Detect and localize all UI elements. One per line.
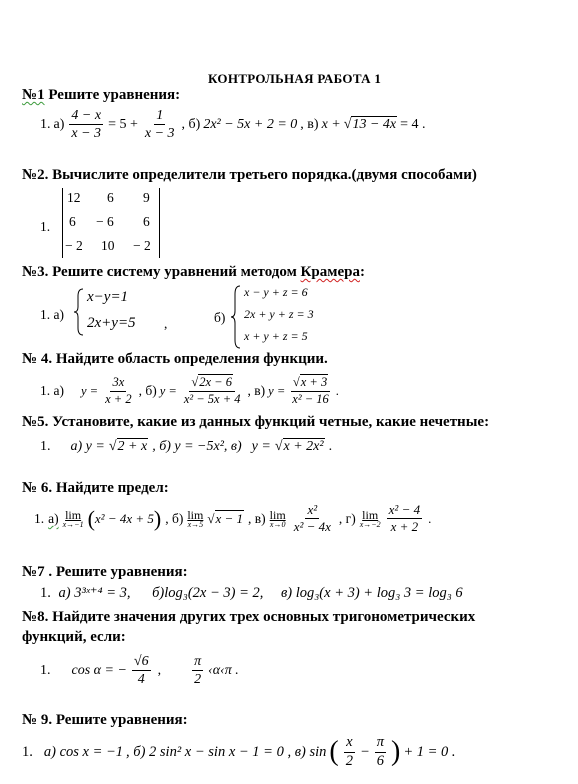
lim: lim	[187, 507, 204, 522]
numerator: π	[375, 735, 386, 753]
system-a-eq2: 2x+y=5	[87, 315, 136, 331]
problem-6-v-label: , в)	[248, 510, 266, 526]
problem-8-heading-line2: функций, если:	[22, 629, 126, 645]
problem-9-index: 1.	[22, 743, 33, 760]
problem-1-heading	[22, 87, 180, 104]
numerator: x²	[305, 503, 319, 519]
denominator: 4	[137, 672, 145, 688]
numerator: x	[344, 735, 354, 753]
period: .	[428, 510, 432, 526]
problem-6-b-label: , б)	[165, 510, 184, 526]
problem-6-heading: № 6. Найдите предел:	[22, 480, 169, 496]
det-cell: 10	[101, 238, 115, 253]
problem-1-v-label: , в)	[300, 116, 319, 132]
lim-sub: x→−2	[359, 519, 381, 529]
minus-sign: −	[359, 743, 370, 760]
fraction-x-2	[344, 735, 355, 770]
denominator: x² − 4x	[293, 519, 331, 535]
det-cell: 9	[143, 190, 150, 205]
lim: lim	[362, 507, 379, 522]
problem-1-index: 1.	[40, 116, 51, 132]
denominator: 6	[376, 752, 385, 769]
limit-b	[187, 509, 203, 529]
cos-alpha-equals: cos α = −	[71, 662, 127, 678]
limit-g	[360, 509, 381, 529]
denominator: x − 3	[144, 126, 175, 142]
denominator: 2	[194, 672, 202, 688]
equation-1b: 2x² − 5x + 2 = 0	[203, 116, 298, 132]
problem-3-kramer: Крамера	[300, 264, 360, 280]
det-cell: 6	[107, 190, 114, 205]
equation-9v-end: + 1 = 0 .	[403, 743, 456, 760]
problem-9-heading: № 9. Решите уравнения:	[22, 712, 188, 728]
problem-6-index: 1.	[34, 510, 45, 526]
problem-3-heading	[22, 264, 365, 281]
problem-1-number: №1	[22, 87, 45, 103]
fraction-pi-2	[192, 654, 203, 688]
problem-8-index: 1.	[40, 662, 51, 678]
limit-a	[63, 509, 84, 529]
fraction-pi-6	[375, 735, 386, 770]
determinant-matrix	[62, 188, 160, 258]
numerator: 3x	[110, 376, 126, 392]
problem-4-line	[40, 376, 339, 407]
problem-8-line	[40, 654, 239, 688]
system-b-eq1: x − y + z = 6	[244, 285, 308, 299]
equation-9a: а) cos x = −1	[43, 743, 124, 760]
denominator: x − 3	[71, 126, 102, 142]
denominator: x² − 5x + 4	[183, 391, 241, 406]
problem-1-a-label: а)	[53, 116, 65, 132]
problem-7-index: 1.	[40, 585, 51, 601]
problem-5-a: а) y =	[70, 439, 105, 454]
sqrt-13-4x: 13 − 4x	[352, 116, 397, 132]
fraction-6v	[292, 503, 333, 535]
lim: lim	[269, 507, 286, 522]
problem-6-line: 1. а) lim x→−1 (x² − 4x + 5) , б) lim x→5 √x − 1 , в) lim x→0 $\frac{\text{x²}}{\text{x² − 4x}}$ , г) lim x→−2 $\frac{\text{x² − 4}}{x + 2}$ .	[34, 502, 432, 535]
sqrt-2-plus-x: 2 + x	[117, 439, 148, 454]
denominator: x + 2	[105, 391, 132, 406]
system-b-eq2: 2x + y + z = 3	[244, 307, 314, 321]
det-cell: − 6	[96, 214, 114, 229]
period: .	[335, 383, 339, 398]
numerator: π	[192, 654, 203, 671]
y-equals: y =	[81, 383, 99, 398]
equation-7a: а) 3³ˣ⁺⁴ = 3,	[58, 585, 131, 601]
period: .	[328, 439, 333, 454]
problem-3-b-label: б)	[214, 310, 226, 325]
fraction-6g	[387, 503, 422, 535]
problem-2-heading: №2. Вычислите определители третьего порядка.(двумя способами)	[22, 167, 477, 183]
problem-1-title: Решите уравнения:	[44, 87, 181, 103]
problem-3-title: №3. Решите систему уравнений методом	[22, 264, 301, 280]
problem-6-a-label: а)	[48, 510, 59, 526]
comma: ,	[157, 662, 162, 678]
limit-v	[270, 509, 286, 529]
numerator: 4 − x	[69, 108, 103, 125]
problem-5-line: 1. а) y = √2 + x , б) y = −5x², в) y = √x + 2x² .	[40, 439, 333, 454]
fraction-4a	[103, 376, 133, 407]
equals-five-plus: = 5 +	[108, 116, 138, 132]
problem-6-g-label: , г)	[338, 510, 356, 526]
numerator: 2x − 6	[199, 375, 232, 389]
equation-1v-part3: = 4 .	[400, 116, 426, 132]
denominator: 2	[345, 752, 353, 769]
lim-sub: x→−1	[62, 519, 84, 529]
det-cell: − 2	[65, 238, 83, 253]
problem-5-b: , б) y = −5x², в)	[152, 439, 242, 454]
equation-9b: , б) 2 sin² x − sin x − 1 = 0 , в) sin	[126, 743, 327, 760]
det-cell: 6	[143, 214, 150, 229]
problem-5-heading: №5. Установите, какие из данных функций четные, какие нечетные:	[22, 414, 490, 430]
numerator: 1	[154, 108, 165, 125]
problem-4-v-label: , в)	[247, 383, 266, 399]
system-b-eq3: x + y + z = 5	[244, 329, 308, 343]
lim: lim	[65, 507, 82, 522]
problem-4-heading: № 4. Найдите область определения функции.	[22, 351, 328, 367]
fraction-1a-left	[69, 108, 103, 142]
equation-1v-part1: x +	[321, 116, 341, 132]
problem-2-index: 1.	[40, 219, 51, 234]
equation-7b: б)log₃(2x − 3) = 2,	[152, 585, 264, 601]
problem-1-b-label: , б)	[181, 116, 201, 132]
system-a-eq1: x−y=1	[87, 289, 129, 305]
lim-sub: x→0	[269, 519, 286, 529]
system-brace-a	[74, 288, 84, 336]
problem-4-a-label: 1. а)	[40, 383, 64, 399]
problem-1-line: 1. а) $\frac{4 - x}{x - 3}$ = 5 + $\frac{1}{x - 3}$ , б) 2x² − 5x + 2 = 0 , в) x + √13 − 4x = 4 .	[40, 108, 426, 142]
page-title: КОНТРОЛЬНАЯ РАБОТА 1	[208, 71, 382, 86]
denominator: x² − 16	[292, 391, 329, 406]
problem-5-v: y =	[251, 439, 271, 454]
problem-7-line	[40, 585, 463, 602]
fraction-4v: $\frac{√x + 3}{\text{x² − 16}}$	[292, 375, 329, 406]
numerator: x + 3	[300, 375, 328, 389]
det-cell: 6	[69, 214, 76, 229]
numerator: x² − 4	[387, 503, 422, 519]
numerator: √6	[132, 654, 151, 671]
denominator: x + 2	[390, 519, 419, 535]
fraction-1a-right	[143, 108, 177, 142]
system-brace-b	[231, 285, 241, 349]
det-cell: 12	[67, 190, 81, 205]
problem-3-a-label: 1. а)	[40, 307, 64, 322]
alpha-condition: ‹α‹π .	[208, 662, 239, 678]
problem-3-colon: :	[359, 264, 365, 280]
lim-sub: x→5	[187, 519, 204, 529]
system-a-comma: ,	[164, 316, 168, 331]
problem-5-index: 1.	[40, 439, 51, 454]
problem-4-b-label: , б)	[138, 383, 157, 399]
y-equals: y =	[159, 383, 177, 398]
y-equals: y =	[268, 383, 286, 398]
fraction-8	[132, 654, 151, 688]
problem-9-line: 1. а) cos x = −1 , б) 2 sin² x − sin x − 1 = 0 , в) sin ( $\frac{x}{2}$ − $\frac{\pi}{6}$ ) + 1 = 0 .	[22, 734, 456, 769]
limit-a-expr: x² − 4x + 5	[94, 510, 154, 526]
fraction-4b: $\frac{√2x - 6}{\text{x² − 5x + 4}}$	[183, 375, 241, 406]
equation-7v: в) log₃(x + 3) + log₃ 3 = log₃ 6	[280, 585, 463, 601]
det-cell: − 2	[133, 238, 151, 253]
problem-7-heading: №7 . Решите уравнения:	[22, 564, 188, 580]
sqrt-x-plus-2x2: x + 2x²	[283, 439, 324, 454]
problem-8-heading-line1: №8. Найдите значения других трех основных тригонометрических	[22, 609, 476, 625]
sqrt-x-1: x − 1	[215, 510, 244, 526]
